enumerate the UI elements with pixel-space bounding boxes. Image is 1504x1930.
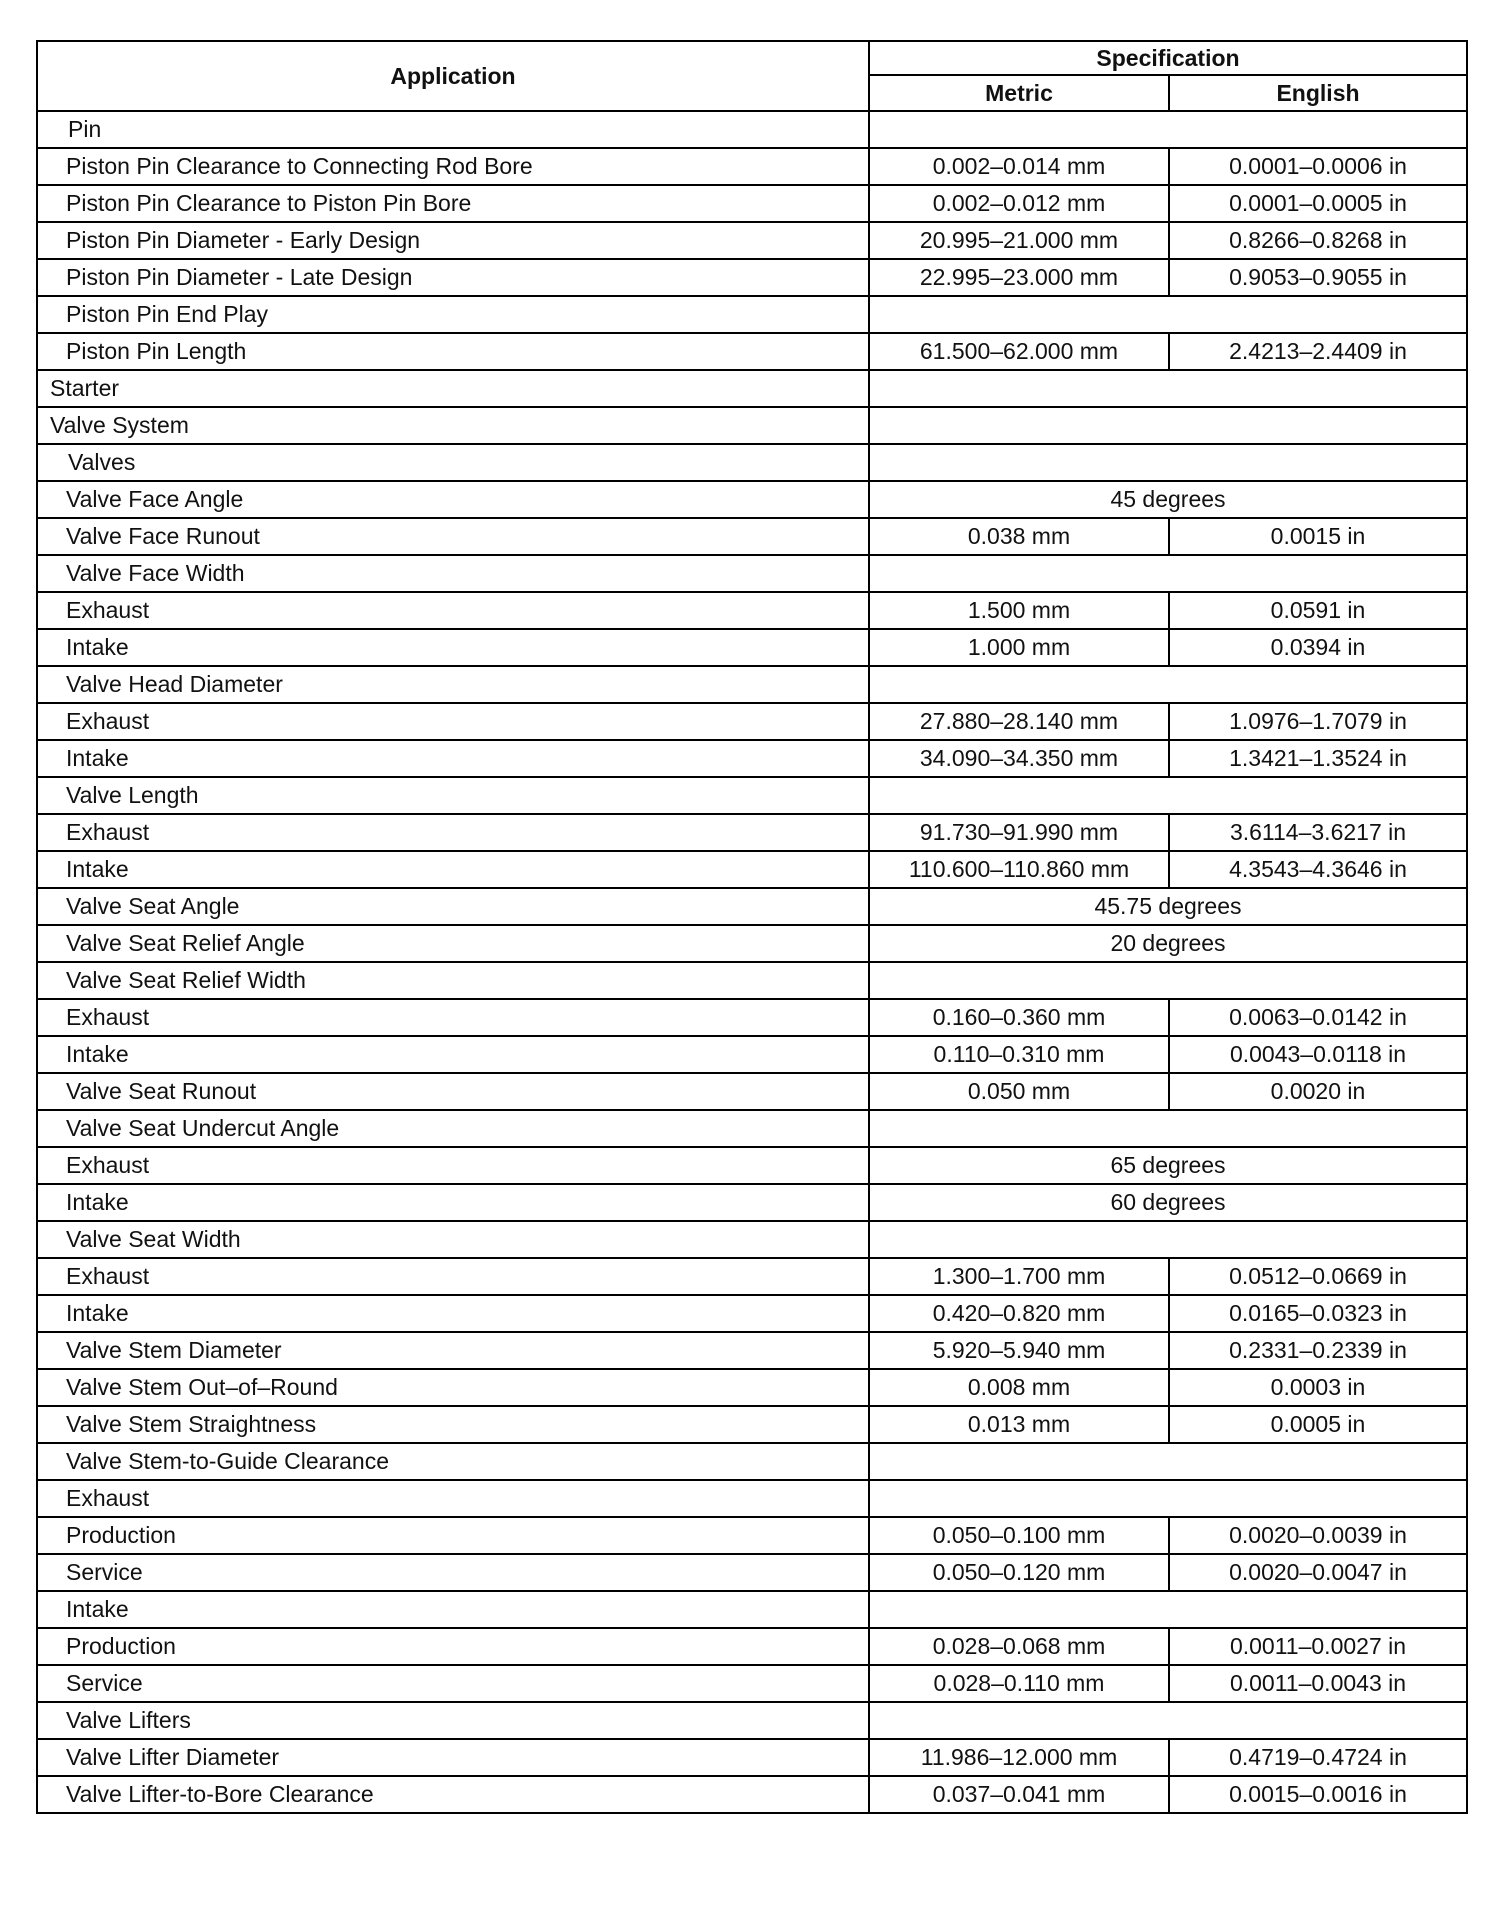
empty-spec-cell (869, 111, 1467, 148)
application-cell: Service (37, 1554, 869, 1591)
english-cell: 0.0020–0.0039 in (1169, 1517, 1467, 1554)
english-cell: 0.0043–0.0118 in (1169, 1036, 1467, 1073)
english-cell: 0.0020–0.0047 in (1169, 1554, 1467, 1591)
application-cell: Piston Pin Clearance to Connecting Rod Bore (37, 148, 869, 185)
application-cell: Exhaust (37, 814, 869, 851)
table-row (37, 333, 1467, 370)
english-cell: 0.0020 in (1169, 1073, 1467, 1110)
metric-cell: 0.050–0.120 mm (869, 1554, 1169, 1591)
metric-cell: 1.500 mm (869, 592, 1169, 629)
empty-spec-cell (869, 407, 1467, 444)
application-cell: Intake (37, 1295, 869, 1332)
application-cell: Valve Lifters (37, 1702, 869, 1739)
english-cell: 0.0591 in (1169, 592, 1467, 629)
english-cell: 0.0005 in (1169, 1406, 1467, 1443)
application-cell: Starter (37, 370, 869, 407)
application-cell: Valve Lifter Diameter (37, 1739, 869, 1776)
combined-spec-cell: 20 degrees (869, 925, 1467, 962)
table-row (37, 1332, 1467, 1369)
metric-cell: 0.110–0.310 mm (869, 1036, 1169, 1073)
application-cell: Piston Pin Diameter - Early Design (37, 222, 869, 259)
table-row (37, 1258, 1467, 1295)
empty-spec-cell (869, 444, 1467, 481)
combined-spec-cell: 45 degrees (869, 481, 1467, 518)
metric-cell: 0.160–0.360 mm (869, 999, 1169, 1036)
table-row (37, 1369, 1467, 1406)
table-row (37, 1295, 1467, 1332)
table-row (37, 1147, 1467, 1184)
application-cell: Valve Lifter-to-Bore Clearance (37, 1776, 869, 1813)
english-cell: 0.0394 in (1169, 629, 1467, 666)
application-cell: Valve Seat Angle (37, 888, 869, 925)
english-cell: 0.0001–0.0006 in (1169, 148, 1467, 185)
combined-spec-cell: 60 degrees (869, 1184, 1467, 1221)
english-cell: 0.0512–0.0669 in (1169, 1258, 1467, 1295)
application-cell: Piston Pin Diameter - Late Design (37, 259, 869, 296)
table-row (37, 1406, 1467, 1443)
application-cell: Valve Head Diameter (37, 666, 869, 703)
table-row (37, 1554, 1467, 1591)
table-row (37, 740, 1467, 777)
application-header: Application (37, 41, 869, 111)
metric-cell: 0.420–0.820 mm (869, 1295, 1169, 1332)
application-cell: Piston Pin Clearance to Piston Pin Bore (37, 185, 869, 222)
application-cell: Exhaust (37, 703, 869, 740)
application-cell: Valve Seat Width (37, 1221, 869, 1258)
table-row (37, 888, 1467, 925)
application-cell: Exhaust (37, 592, 869, 629)
english-cell: 4.3543–4.3646 in (1169, 851, 1467, 888)
english-cell: 0.4719–0.4724 in (1169, 1739, 1467, 1776)
table-row (37, 481, 1467, 518)
empty-spec-cell (869, 370, 1467, 407)
empty-spec-cell (869, 296, 1467, 333)
english-cell: 0.9053–0.9055 in (1169, 259, 1467, 296)
application-cell: Valve Face Angle (37, 481, 869, 518)
metric-cell: 0.002–0.014 mm (869, 148, 1169, 185)
table-row (37, 1628, 1467, 1665)
specification-header: Specification (869, 41, 1467, 75)
table-row (37, 1776, 1467, 1813)
empty-spec-cell (869, 666, 1467, 703)
english-cell: 0.8266–0.8268 in (1169, 222, 1467, 259)
metric-cell: 0.038 mm (869, 518, 1169, 555)
application-cell: Piston Pin End Play (37, 296, 869, 333)
table-row (37, 814, 1467, 851)
empty-spec-cell (869, 1480, 1467, 1517)
metric-cell: 110.600–110.860 mm (869, 851, 1169, 888)
application-cell: Valve Seat Runout (37, 1073, 869, 1110)
application-cell: Service (37, 1665, 869, 1702)
application-cell: Production (37, 1517, 869, 1554)
specification-table (36, 40, 1468, 1814)
table-row (37, 925, 1467, 962)
application-cell: Pin (37, 111, 869, 148)
application-cell: Intake (37, 1036, 869, 1073)
application-cell: Intake (37, 629, 869, 666)
empty-spec-cell (869, 777, 1467, 814)
application-cell: Exhaust (37, 1480, 869, 1517)
table-row (37, 1517, 1467, 1554)
english-cell: 0.0165–0.0323 in (1169, 1295, 1467, 1332)
metric-cell: 27.880–28.140 mm (869, 703, 1169, 740)
table-row (37, 111, 1467, 148)
table-row (37, 851, 1467, 888)
table-row (37, 259, 1467, 296)
table-row (37, 962, 1467, 999)
table-row (37, 444, 1467, 481)
application-cell: Valve System (37, 407, 869, 444)
empty-spec-cell (869, 1221, 1467, 1258)
application-cell: Exhaust (37, 1258, 869, 1295)
english-cell: 0.0011–0.0027 in (1169, 1628, 1467, 1665)
english-cell: 3.6114–3.6217 in (1169, 814, 1467, 851)
application-cell: Valves (37, 444, 869, 481)
english-cell: 0.0015–0.0016 in (1169, 1776, 1467, 1813)
table-row (37, 1591, 1467, 1628)
table-row (37, 370, 1467, 407)
application-cell: Intake (37, 1591, 869, 1628)
metric-cell: 0.002–0.012 mm (869, 185, 1169, 222)
table-row (37, 555, 1467, 592)
table-row (37, 296, 1467, 333)
metric-cell: 0.050–0.100 mm (869, 1517, 1169, 1554)
english-header: English (1169, 75, 1467, 111)
application-cell: Valve Seat Undercut Angle (37, 1110, 869, 1147)
metric-cell: 1.000 mm (869, 629, 1169, 666)
english-cell: 0.0003 in (1169, 1369, 1467, 1406)
metric-header: Metric (869, 75, 1169, 111)
table-row (37, 1110, 1467, 1147)
table-row (37, 666, 1467, 703)
metric-cell: 91.730–91.990 mm (869, 814, 1169, 851)
application-cell: Intake (37, 1184, 869, 1221)
table-row (37, 518, 1467, 555)
application-cell: Intake (37, 740, 869, 777)
combined-spec-cell: 65 degrees (869, 1147, 1467, 1184)
table-row (37, 1036, 1467, 1073)
specification-rows (37, 111, 1467, 1813)
metric-cell: 0.013 mm (869, 1406, 1169, 1443)
application-cell: Valve Stem Diameter (37, 1332, 869, 1369)
application-cell: Intake (37, 851, 869, 888)
table-row (37, 777, 1467, 814)
table-row (37, 1221, 1467, 1258)
table-row (37, 703, 1467, 740)
table-row (37, 1702, 1467, 1739)
table-row (37, 407, 1467, 444)
english-cell: 0.0011–0.0043 in (1169, 1665, 1467, 1702)
application-cell: Valve Face Runout (37, 518, 869, 555)
english-cell: 0.0015 in (1169, 518, 1467, 555)
empty-spec-cell (869, 962, 1467, 999)
application-cell: Valve Stem Out–of–Round (37, 1369, 869, 1406)
metric-cell: 22.995–23.000 mm (869, 259, 1169, 296)
empty-spec-cell (869, 555, 1467, 592)
empty-spec-cell (869, 1702, 1467, 1739)
application-cell: Valve Face Width (37, 555, 869, 592)
table-row (37, 592, 1467, 629)
table-row (37, 1443, 1467, 1480)
application-cell: Valve Stem-to-Guide Clearance (37, 1443, 869, 1480)
metric-cell: 0.028–0.110 mm (869, 1665, 1169, 1702)
metric-cell: 0.028–0.068 mm (869, 1628, 1169, 1665)
table-row (37, 1073, 1467, 1110)
english-cell: 0.0001–0.0005 in (1169, 185, 1467, 222)
table-row (37, 1480, 1467, 1517)
table-row (37, 1739, 1467, 1776)
application-cell: Exhaust (37, 1147, 869, 1184)
application-cell: Piston Pin Length (37, 333, 869, 370)
application-cell: Valve Stem Straightness (37, 1406, 869, 1443)
table-row (37, 629, 1467, 666)
empty-spec-cell (869, 1110, 1467, 1147)
table-row (37, 999, 1467, 1036)
metric-cell: 0.050 mm (869, 1073, 1169, 1110)
metric-cell: 1.300–1.700 mm (869, 1258, 1169, 1295)
empty-spec-cell (869, 1591, 1467, 1628)
metric-cell: 5.920–5.940 mm (869, 1332, 1169, 1369)
table-row (37, 148, 1467, 185)
table-row (37, 1665, 1467, 1702)
metric-cell: 34.090–34.350 mm (869, 740, 1169, 777)
metric-cell: 61.500–62.000 mm (869, 333, 1169, 370)
english-cell: 1.0976–1.7079 in (1169, 703, 1467, 740)
table-row (37, 1184, 1467, 1221)
application-cell: Valve Seat Relief Width (37, 962, 869, 999)
metric-cell: 20.995–21.000 mm (869, 222, 1169, 259)
english-cell: 1.3421–1.3524 in (1169, 740, 1467, 777)
metric-cell: 0.037–0.041 mm (869, 1776, 1169, 1813)
english-cell: 0.2331–0.2339 in (1169, 1332, 1467, 1369)
application-cell: Production (37, 1628, 869, 1665)
combined-spec-cell: 45.75 degrees (869, 888, 1467, 925)
metric-cell: 11.986–12.000 mm (869, 1739, 1169, 1776)
metric-cell: 0.008 mm (869, 1369, 1169, 1406)
english-cell: 2.4213–2.4409 in (1169, 333, 1467, 370)
application-cell: Valve Length (37, 777, 869, 814)
table-row (37, 185, 1467, 222)
application-cell: Valve Seat Relief Angle (37, 925, 869, 962)
empty-spec-cell (869, 1443, 1467, 1480)
table-row (37, 222, 1467, 259)
application-cell: Exhaust (37, 999, 869, 1036)
english-cell: 0.0063–0.0142 in (1169, 999, 1467, 1036)
